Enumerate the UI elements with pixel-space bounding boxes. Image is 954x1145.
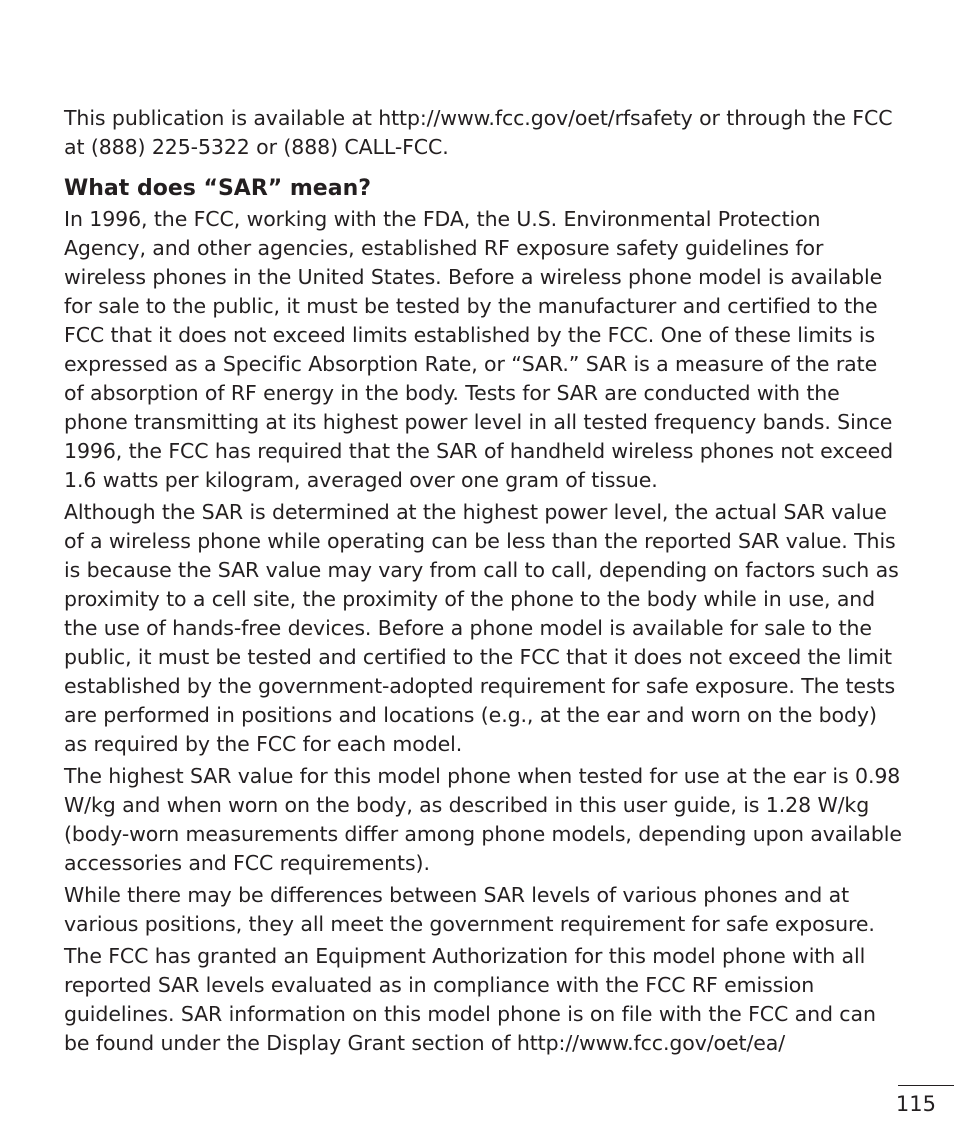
page-number: 115 [895, 1092, 936, 1116]
paragraph-sar-variation: Although the SAR is determined at the highest power level, the actual SAR value of a wireless phone while operating can be less than the reported SAR value. This is because the SAR value may vary from call to call, depending on factors such as proximity to a cell site, the proximity of the phone to the body while in use, and the use of hands-free devices. Before a phone model is available for sale to the public, it must be tested and certified to the FCC that it does not exceed the limit established by the government-adopted requirement for safe exposure. The tests are performed in positions and locations (e.g., at the ear and worn on the body) as required by the FCC for each model. [64, 500, 899, 756]
section-heading: What does “SAR” mean? [64, 176, 371, 201]
footer-divider [898, 1085, 954, 1086]
intro-paragraph: This publication is available at http://www.fcc.gov/oet/rfsafety or through the FCC at (888) 225-5322 or (888) CALL-FCC. [64, 106, 893, 159]
paragraph-differences: While there may be differences between SAR levels of various phones and at various positions, they all meet the government requirement for safe exposure. [64, 883, 875, 936]
paragraph-sar-definition: In 1996, the FCC, working with the FDA, the U.S. Environmental Protection Agency, and other agencies, established RF exposure safety guidelines for wireless phones in the United States. Before a wireless phone model is available for sale to the public, it must be tested by the manufacturer and certified to the FCC that it does not exceed limits established by the FCC. One of these limits is expressed as a Specific Absorption Rate, or “SAR.” SAR is a measure of the rate of absorption of RF energy in the body. Tests for SAR are conducted with the phone transmitting at its highest power level in all tested frequency bands. Since 1996, the FCC has required that the SAR of handheld wireless phones not exceed 1.6 watts per kilogram, averaged over one gram of tissue. [64, 207, 894, 492]
document-body [64, 104, 902, 1061]
paragraph-equipment-authorization: The FCC has granted an Equipment Authorization for this model phone with all reported SAR levels evaluated as in compliance with the FCC RF emission guidelines. SAR information on this model phone is on file with the FCC and can be found under the Display Grant section of http://www.fcc.gov/oet/ea/ [64, 944, 876, 1055]
paragraph-highest-sar: The highest SAR value for this model phone when tested for use at the ear is 0.98 W/kg and when worn on the body, as described in this user guide, is 1.28 W/kg (body-worn measurements differ among phone models, depending upon available accessories and FCC requirements). [64, 764, 902, 875]
